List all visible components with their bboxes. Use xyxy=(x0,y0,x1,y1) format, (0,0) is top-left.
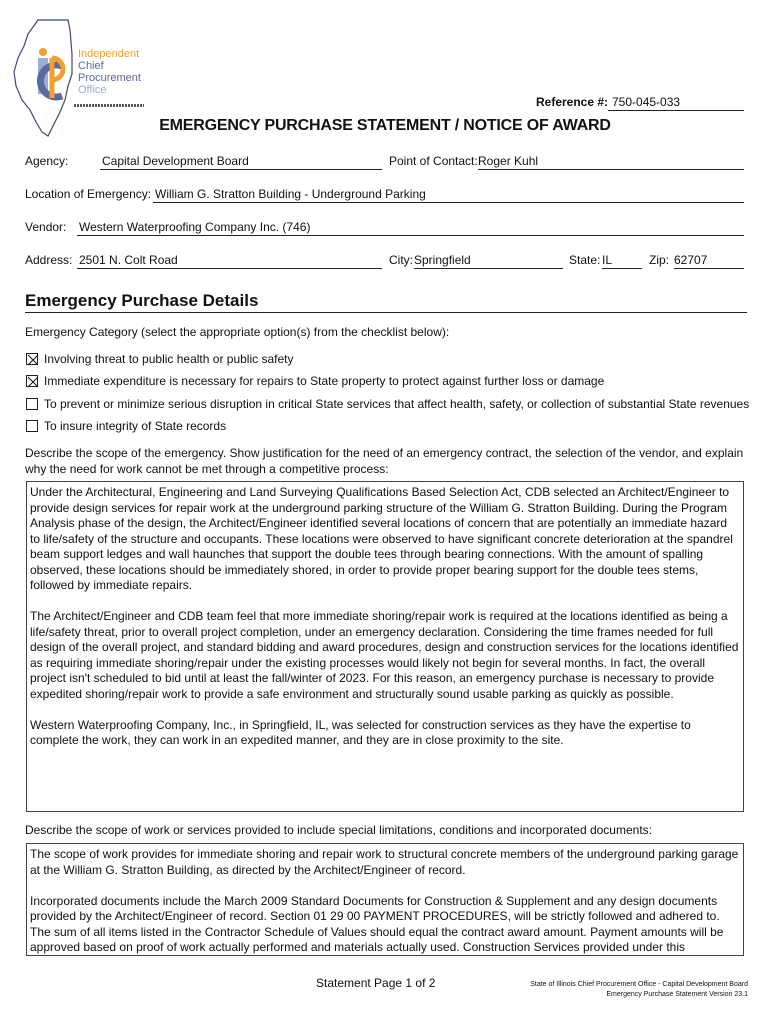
checkbox-unchecked-icon[interactable] xyxy=(26,398,38,410)
logo-line-1: Independent xyxy=(78,48,140,60)
checkbox-row-state-records[interactable] xyxy=(26,419,226,433)
work-paragraph-1: The scope of work provides for immediate shoring and repair work to structural concrete members of the underground parking garage at the William G. Stratton Building, as directed by the Architect/Engineer of record. xyxy=(30,847,739,877)
scope-paragraph-2: The Architect/Engineer and CDB team feel that more immediate shoring/repair work is required at the locations identified as being a life/safety threat, prior to overall project completion, under an emergency declaration. Considering the time frames needed for full design of the overall project, and standard bidding and award procedures, design and construction services for the locations identified as requiring immediate shoring/repair under the existing processes would likely not begin for several months. In fact, the overall project isn't scheduled to bid until at least the fall/winter of 2023. For this reason, an emergency purchase is necessary to provide expedited shoring/repair work to provide a safe environment and structurally sound usable parking as quickly as possible. xyxy=(30,609,739,701)
checkbox-label: Involving threat to public health or public safety xyxy=(44,352,294,366)
checkbox-row-critical-services[interactable] xyxy=(26,397,749,411)
vendor-label: Vendor: xyxy=(25,220,67,234)
footer-version-line: Emergency Purchase Statement Version 23.1 xyxy=(606,991,748,998)
scope-paragraph-3: Western Waterproofing Company, Inc., in Springfield, IL, was selected for construction services as they have the expertise to complete the work, they can work in an expedited manner, and they are in close proximity to the site. xyxy=(30,717,691,747)
zip-label: Zip: xyxy=(649,253,670,267)
state-field[interactable]: IL xyxy=(602,253,642,269)
city-field[interactable]: Springfield xyxy=(414,253,563,269)
reference-label: Reference #: xyxy=(536,95,609,109)
state-label: State: xyxy=(569,253,601,267)
reference-value: 750-045-033 xyxy=(608,95,744,111)
contact-field[interactable]: Roger Kuhl xyxy=(478,154,744,170)
page-number: Statement Page 1 of 2 xyxy=(316,976,436,990)
checkbox-label: Immediate expenditure is necessary for repairs to State property to protect against further loss or damage xyxy=(44,374,605,388)
logo-wordmark xyxy=(78,48,141,96)
logo-fine-print xyxy=(74,104,144,107)
logo-line-2: Chief xyxy=(78,60,104,72)
agency-field[interactable]: Capital Development Board xyxy=(100,154,382,170)
section-heading: Emergency Purchase Details xyxy=(25,291,259,310)
checkbox-label: To prevent or minimize serious disruption in critical State services that affect health, safety, or collection of substantial State revenues xyxy=(44,397,750,411)
location-label: Location of Emergency: xyxy=(25,187,152,201)
logo-line-4: Office xyxy=(78,84,107,96)
checkbox-unchecked-icon[interactable] xyxy=(26,420,38,432)
category-prompt: Emergency Category (select the appropriate option(s) from the checklist below): xyxy=(25,325,450,339)
contact-label: Point of Contact: xyxy=(389,154,478,168)
footer-office-line: State of Illinois Chief Procurement Office - Capital Development Board xyxy=(530,981,748,988)
checkbox-label: To insure integrity of State records xyxy=(44,419,227,433)
vendor-field[interactable]: Western Waterproofing Company Inc. (746) xyxy=(77,220,744,236)
checkbox-row-state-property[interactable] xyxy=(26,374,604,388)
checkbox-row-public-safety[interactable] xyxy=(26,352,293,366)
zip-field[interactable]: 62707 xyxy=(674,253,744,269)
scope-paragraph-1: Under the Architectural, Engineering and Land Surveying Qualifications Based Selection Act, CDB selected an Architect/Engineer to provide design services for repair work at the underground parking structure of the William G. Stratton Building. During the Program Analysis phase of the design, the Architect/Engineer identified several locations of concern that are potentially an immediate hazard to life/safety of the structure and occupants. These locations were observed to have significant concrete deterioration at the spandrel beam support ledges and wall haunches that support the double tees through bearing connections. With the amount of spalling observed, these locations should be immediately shored, in order to provide proper bearing support for the double tees stems, followed by immediate repairs. xyxy=(30,485,733,592)
checkbox-checked-icon[interactable] xyxy=(26,375,38,387)
scope-prompt: Describe the scope of the emergency. Show justification for the need of an emergency contract, the selection of the vendor, and explain why the need for work cannot be met through a competitive process: xyxy=(25,446,744,476)
address-field[interactable]: 2501 N. Colt Road xyxy=(77,253,382,269)
section-divider xyxy=(25,312,747,313)
page-title: EMERGENCY PURCHASE STATEMENT / NOTICE OF AWARD xyxy=(159,117,611,134)
agency-label: Agency: xyxy=(25,154,69,168)
work-textarea[interactable] xyxy=(26,843,744,956)
scope-textarea[interactable] xyxy=(26,481,744,812)
location-field[interactable]: William G. Stratton Building - Underground Parking xyxy=(153,187,744,203)
address-label: Address: xyxy=(25,253,73,267)
work-prompt: Describe the scope of work or services provided to include special limitations, conditions and incorporated documents: xyxy=(25,823,652,837)
checkbox-checked-icon[interactable] xyxy=(26,353,38,365)
footer-office-info xyxy=(530,980,748,1000)
logo-line-3: Procurement xyxy=(78,72,141,84)
work-paragraph-2: Incorporated documents include the March 2009 Standard Documents for Construction & Supplement and any design documents provided by the Architect/Engineer of record. Section 01 29 00 PAYMENT PROCEDURES, will be strictly followed and adhered to. The sum of all items listed in the Contractor Schedule of Values should equal the contract award amount. Payment amounts will be approved based on proof of work actually performed and materials actually used. Construction Services provided under this xyxy=(30,893,724,954)
city-label: City: xyxy=(389,253,413,267)
